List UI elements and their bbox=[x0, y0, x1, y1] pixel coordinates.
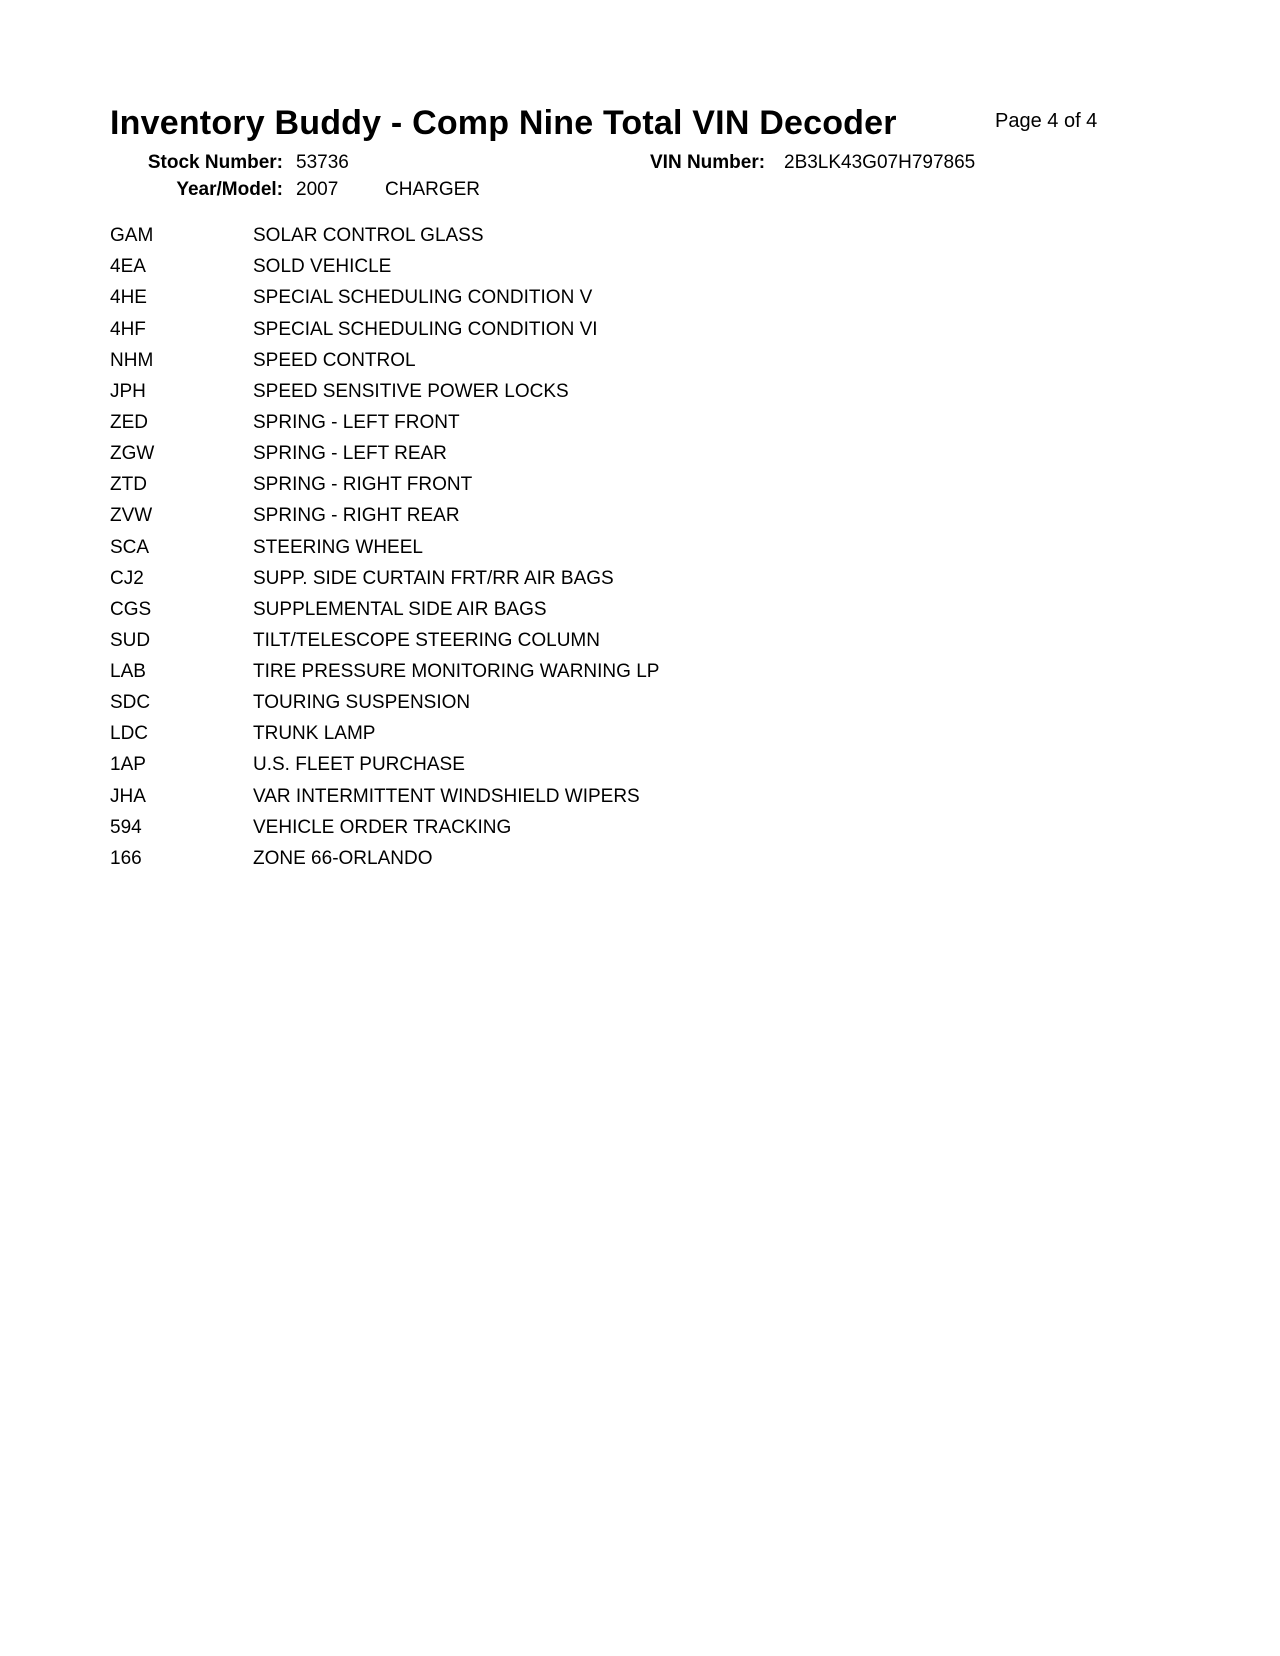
option-description: SPRING - RIGHT REAR bbox=[253, 505, 460, 527]
option-code: SCA bbox=[110, 536, 150, 558]
option-description: SPECIAL SCHEDULING CONDITION V bbox=[253, 287, 593, 309]
document-header bbox=[0, 104, 1280, 143]
option-row bbox=[110, 251, 1280, 282]
option-row bbox=[110, 594, 1280, 625]
option-row bbox=[110, 687, 1280, 718]
option-row bbox=[110, 469, 1280, 500]
option-code: ZTD bbox=[110, 474, 147, 496]
option-description: TIRE PRESSURE MONITORING WARNING LP bbox=[253, 661, 660, 683]
year-model-label: Year/Model: bbox=[176, 178, 283, 200]
option-description: SUPP. SIDE CURTAIN FRT/RR AIR BAGS bbox=[253, 567, 614, 589]
option-description: ZONE 66-ORLANDO bbox=[253, 847, 433, 869]
vin-number-label: VIN Number: bbox=[650, 152, 766, 174]
option-description: STEERING WHEEL bbox=[253, 536, 423, 558]
option-row bbox=[110, 345, 1280, 376]
option-row bbox=[110, 314, 1280, 345]
option-description: SUPPLEMENTAL SIDE AIR BAGS bbox=[253, 598, 547, 620]
option-description: SPRING - LEFT FRONT bbox=[253, 411, 460, 433]
option-code: 4EA bbox=[110, 256, 146, 278]
option-description: SPEED SENSITIVE POWER LOCKS bbox=[253, 380, 569, 402]
model-value: CHARGER bbox=[385, 178, 481, 200]
option-row bbox=[110, 438, 1280, 469]
option-row bbox=[110, 532, 1280, 563]
option-description: SPEED CONTROL bbox=[253, 349, 416, 371]
stock-number-label: Stock Number: bbox=[147, 152, 283, 174]
option-description: TOURING SUSPENSION bbox=[253, 692, 471, 714]
option-code: ZGW bbox=[110, 443, 155, 465]
option-row bbox=[110, 282, 1280, 313]
option-row bbox=[110, 812, 1280, 843]
vin-number-value: 2B3LK43G07H797865 bbox=[784, 152, 976, 174]
option-description: SPRING - RIGHT FRONT bbox=[253, 474, 473, 496]
option-code: 166 bbox=[110, 847, 142, 869]
option-code: CGS bbox=[110, 598, 152, 620]
option-code: CJ2 bbox=[110, 567, 144, 589]
option-row bbox=[110, 656, 1280, 687]
option-description: U.S. FLEET PURCHASE bbox=[253, 754, 465, 776]
stock-vin-row bbox=[0, 152, 1280, 179]
option-row bbox=[110, 718, 1280, 749]
options-list bbox=[110, 220, 1280, 874]
year-model-row bbox=[0, 179, 1280, 206]
option-row bbox=[110, 376, 1280, 407]
option-code: JPH bbox=[110, 380, 146, 402]
option-code: 594 bbox=[110, 816, 142, 838]
option-row bbox=[110, 843, 1280, 874]
option-row bbox=[110, 563, 1280, 594]
option-description: VEHICLE ORDER TRACKING bbox=[253, 816, 512, 838]
option-code: NHM bbox=[110, 349, 154, 371]
option-row bbox=[110, 220, 1280, 251]
option-code: GAM bbox=[110, 225, 154, 247]
option-code: ZED bbox=[110, 411, 148, 433]
option-code: SUD bbox=[110, 629, 151, 651]
option-code: LDC bbox=[110, 723, 149, 745]
option-code: JHA bbox=[110, 785, 146, 807]
option-row bbox=[110, 500, 1280, 531]
option-row bbox=[110, 625, 1280, 656]
stock-number-value: 53736 bbox=[296, 152, 349, 174]
option-description: SOLAR CONTROL GLASS bbox=[253, 225, 484, 247]
option-description: TRUNK LAMP bbox=[253, 723, 376, 745]
option-row bbox=[110, 749, 1280, 780]
option-row bbox=[110, 781, 1280, 812]
year-value: 2007 bbox=[296, 178, 339, 200]
option-description: TILT/TELESCOPE STEERING COLUMN bbox=[253, 629, 600, 651]
option-code: 1AP bbox=[110, 754, 146, 776]
option-code: 4HF bbox=[110, 318, 146, 340]
option-description: VAR INTERMITTENT WINDSHIELD WIPERS bbox=[253, 785, 640, 807]
option-description: SPECIAL SCHEDULING CONDITION VI bbox=[253, 318, 598, 340]
page-title: Inventory Buddy - Comp Nine Total VIN Decoder bbox=[110, 104, 897, 142]
option-code: LAB bbox=[110, 661, 146, 683]
vehicle-info-block bbox=[0, 152, 1280, 205]
option-description: SOLD VEHICLE bbox=[253, 256, 392, 278]
option-code: 4HE bbox=[110, 287, 147, 309]
page-number-indicator: Page 4 of 4 bbox=[995, 110, 1098, 132]
option-row bbox=[110, 407, 1280, 438]
option-code: SDC bbox=[110, 692, 151, 714]
option-description: SPRING - LEFT REAR bbox=[253, 443, 447, 465]
option-code: ZVW bbox=[110, 505, 153, 527]
